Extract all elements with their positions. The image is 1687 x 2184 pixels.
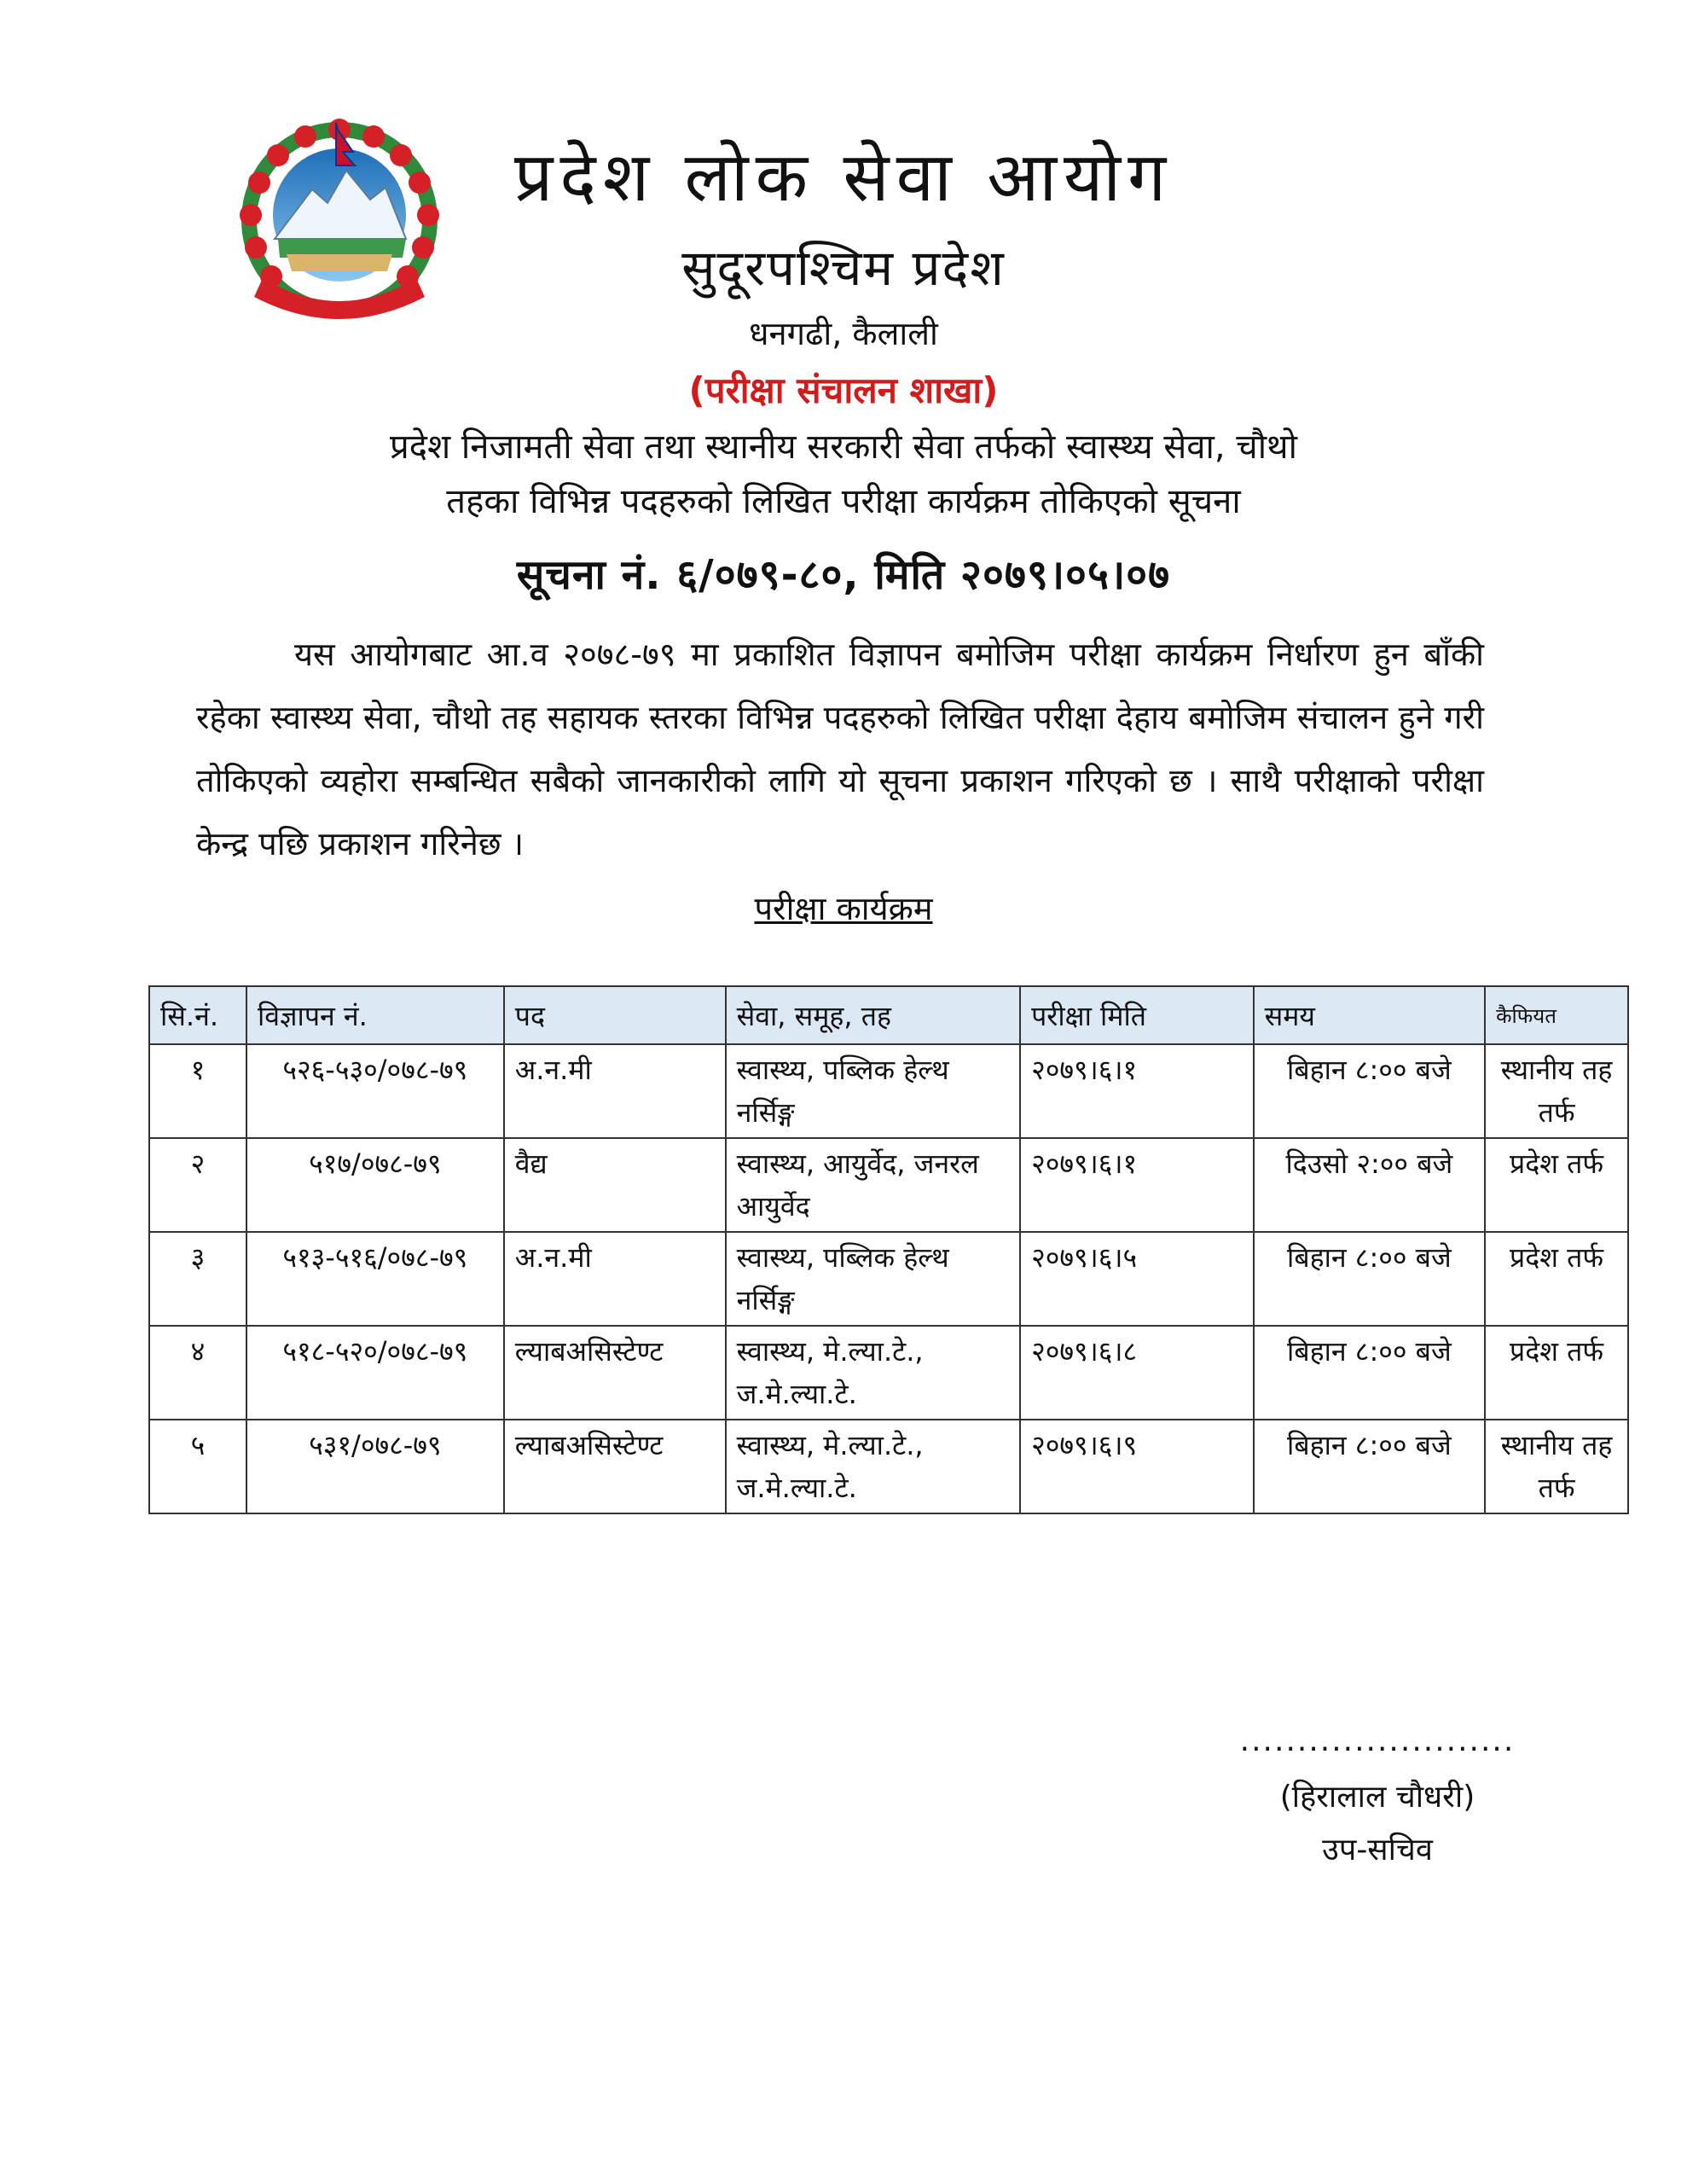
header-remarks: कैफियत <box>1485 986 1628 1044</box>
signature-line: ........................ <box>1239 1723 1516 1758</box>
cell-time: बिहान ८:०० बजे <box>1254 1044 1486 1138</box>
cell-advertisement: ५१७/०७८-७९ <box>246 1138 504 1232</box>
cell-time: बिहान ८:०० बजे <box>1254 1420 1486 1513</box>
cell-time: बिहान ८:०० बजे <box>1254 1326 1486 1420</box>
cell-post: वैद्य <box>504 1138 726 1232</box>
commission-title: प्रदेश लोक सेवा आयोग <box>513 137 1174 217</box>
signatory-name: (हिरालाल चौधरी) <box>1279 1780 1475 1815</box>
table-row <box>149 1232 1628 1326</box>
notice-paragraph: यस आयोगबाट आ.व २०७८-७९ मा प्रकाशित विज्ञापन बमोजिम परीक्षा कार्यक्रम निर्धारण हुन बाँकी रहेका स्वास्थ्य सेवा, चौथो तह सहायक स्तरका विभिन्न पदहरुको लिखित परीक्षा देहाय बमोजिम संचालन हुने गरी तोकिएको व्यहोरा सम्बन्धित सबैको जानकारीको लागि यो सूचना प्रकाशन गरिएको छ । साथै परीक्षाको परीक्षा केन्द्र पछि प्रकाशन गरिनेछ । <box>196 636 1484 863</box>
cell-post: अ.न.मी <box>504 1232 726 1326</box>
notice-number: सूचना नं. ६/०७९-८०, मिति २०७९।०५।०७ <box>516 551 1171 599</box>
cell-service: स्वास्थ्य, मे.ल्या.टे., ज.मे.ल्या.टे. <box>726 1326 1021 1420</box>
cell-remarks: प्रदेश तर्फ <box>1485 1326 1628 1420</box>
cell-serial: १ <box>149 1044 246 1138</box>
cell-remarks: प्रदेश तर्फ <box>1485 1138 1628 1232</box>
table-header-row <box>149 986 1628 1044</box>
cell-serial: ३ <box>149 1232 246 1326</box>
cell-time: दिउसो २:०० बजे <box>1254 1138 1486 1232</box>
notice-subject <box>0 420 1687 529</box>
city-name: धनगढी, कैलाली <box>749 315 938 352</box>
cell-exam-date: २०७९।६।८ <box>1020 1326 1254 1420</box>
cell-remarks: प्रदेश तर्फ <box>1485 1232 1628 1326</box>
table-row <box>149 1044 1628 1138</box>
exam-schedule-table <box>148 985 1629 1514</box>
header-exam-date: परीक्षा मिति <box>1020 986 1254 1044</box>
cell-serial: ५ <box>149 1420 246 1513</box>
header-serial: सि.नं. <box>149 986 246 1044</box>
table-row <box>149 1420 1628 1513</box>
notice-subject-line-1: प्रदेश निजामती सेवा तथा स्थानीय सरकारी सेवा तर्फको स्वास्थ्य सेवा, चौथो <box>390 427 1297 467</box>
cell-remarks: स्थानीय तह तर्फ <box>1485 1044 1628 1138</box>
cell-advertisement: ५१३-५१६/०७८-७९ <box>246 1232 504 1326</box>
cell-serial: ४ <box>149 1326 246 1420</box>
header-advertisement: विज्ञापन नं. <box>246 986 504 1044</box>
cell-post: ल्याबअसिस्टेण्ट <box>504 1326 726 1420</box>
cell-advertisement: ५१८-५२०/०७८-७९ <box>246 1326 504 1420</box>
cell-advertisement: ५२६-५३०/०७८-७९ <box>246 1044 504 1138</box>
header-post: पद <box>504 986 726 1044</box>
cell-service: स्वास्थ्य, पब्लिक हेल्थ नर्सिङ्ग <box>726 1044 1021 1138</box>
cell-service: स्वास्थ्य, पब्लिक हेल्थ नर्सिङ्ग <box>726 1232 1021 1326</box>
schedule-heading: परीक्षा कार्यक्रम <box>754 890 933 927</box>
signatory-title: उप-सचिव <box>1322 1833 1433 1867</box>
table-row <box>149 1138 1628 1232</box>
cell-remarks: स्थानीय तह तर्फ <box>1485 1420 1628 1513</box>
cell-exam-date: २०७९।६।१ <box>1020 1044 1254 1138</box>
branch-name: (परीक्षा संचालन शाखा) <box>688 369 999 411</box>
cell-exam-date: २०७९।६।५ <box>1020 1232 1254 1326</box>
cell-advertisement: ५३१/०७८-७९ <box>246 1420 504 1513</box>
cell-time: बिहान ८:०० बजे <box>1254 1232 1486 1326</box>
province-name: सुदूरपश्चिम प्रदेश <box>681 239 1006 297</box>
cell-exam-date: २०७९।६।१ <box>1020 1138 1254 1232</box>
header-service: सेवा, समूह, तह <box>726 986 1021 1044</box>
table-row <box>149 1326 1628 1420</box>
cell-exam-date: २०७९।६।९ <box>1020 1420 1254 1513</box>
cell-service: स्वास्थ्य, आयुर्वेद, जनरल आयुर्वेद <box>726 1138 1021 1232</box>
notice-subject-line-2: तहका विभिन्न पदहरुको लिखित परीक्षा कार्यक्रम तोकिएको सूचना <box>446 482 1241 521</box>
cell-post: अ.न.मी <box>504 1044 726 1138</box>
header-time: समय <box>1254 986 1486 1044</box>
cell-post: ल्याबअसिस्टेण्ट <box>504 1420 726 1513</box>
cell-serial: २ <box>149 1138 246 1232</box>
cell-service: स्वास्थ्य, मे.ल्या.टे., ज.मे.ल्या.टे. <box>726 1420 1021 1513</box>
